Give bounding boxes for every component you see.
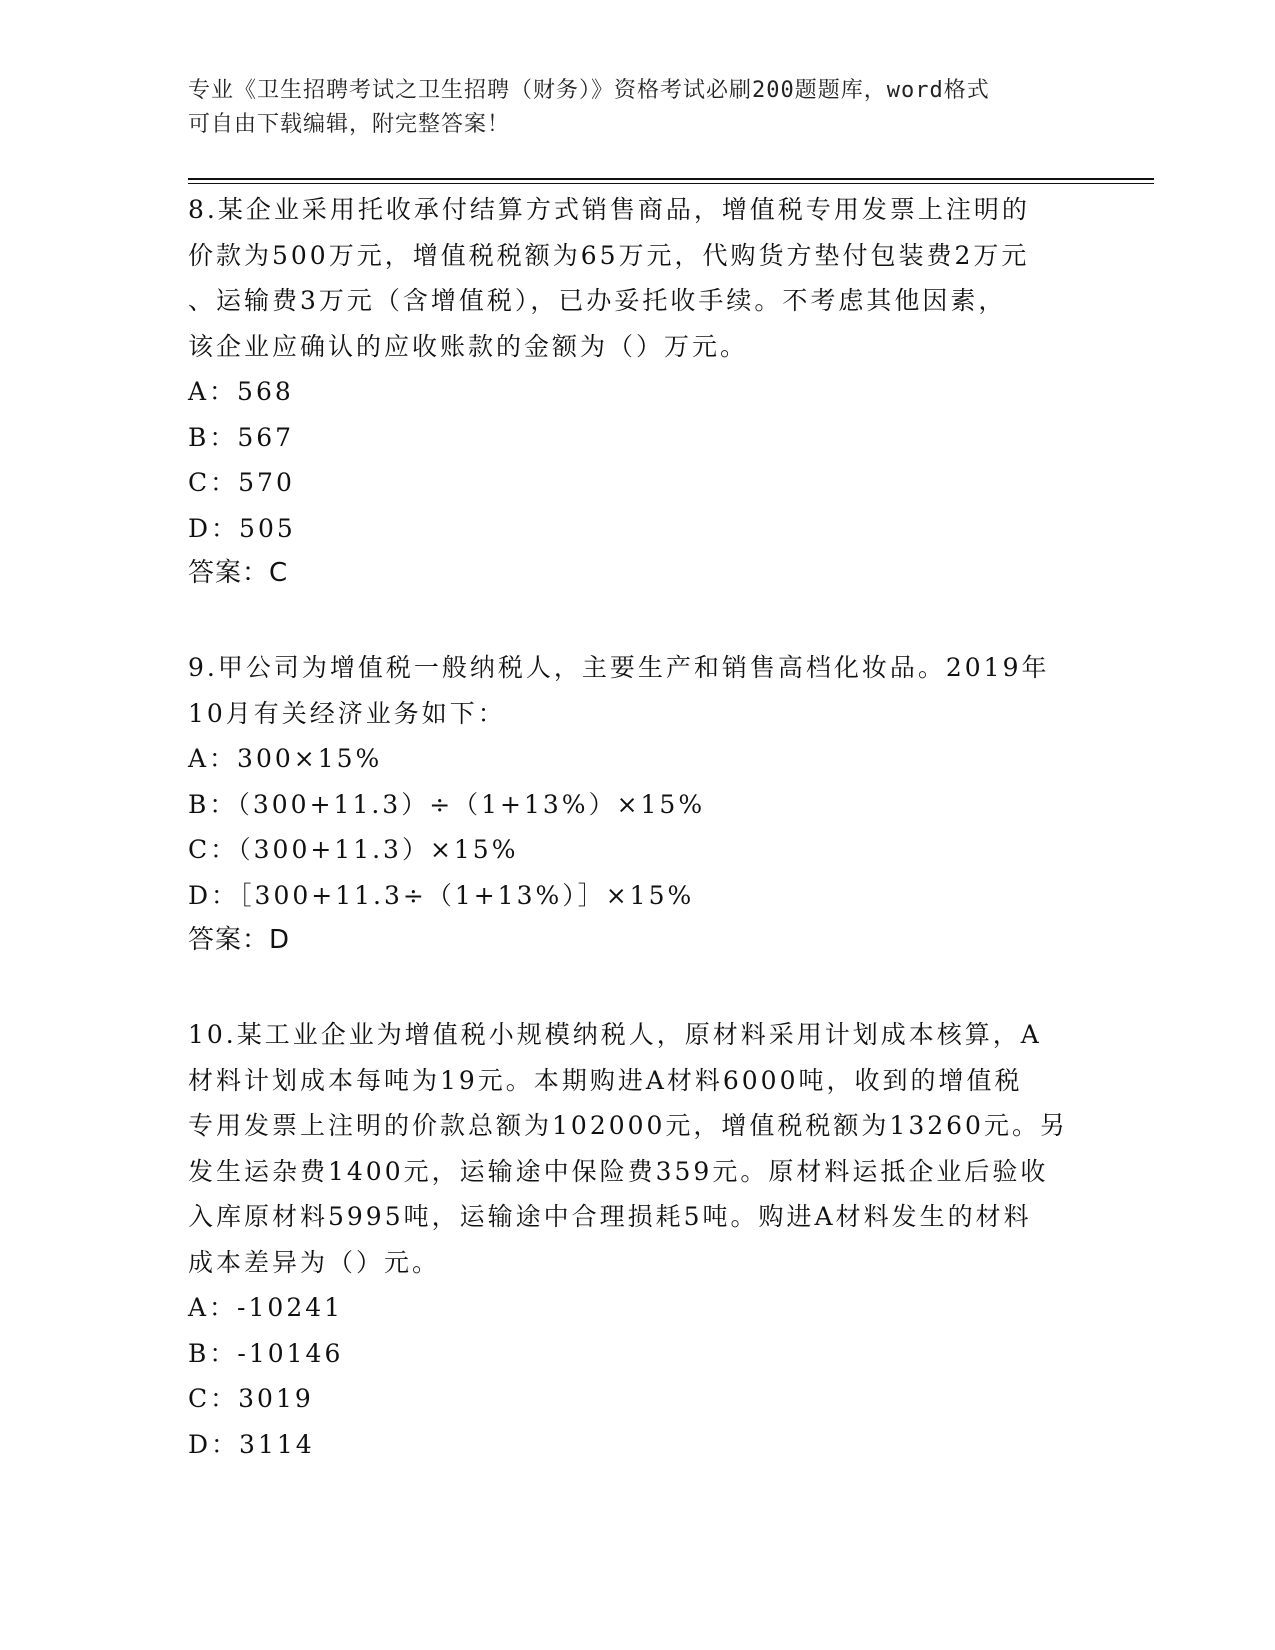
question-stem-line: 价款为500万元，增值税税额为65万元，代购货方垫付包装费2万元 [188, 240, 1030, 270]
option-d: D：3114 [188, 1429, 315, 1459]
question-8 [188, 187, 1088, 597]
question-stem-line: 成本差异为（）元。 [188, 1247, 441, 1277]
option-c: C：3019 [188, 1384, 314, 1413]
document-header [188, 74, 1068, 142]
option-a: A：300×15% [188, 744, 383, 773]
answer: 答案：D [188, 925, 291, 955]
answer: 答案：C [188, 558, 289, 588]
option-a: A：568 [188, 377, 294, 406]
question-stem-line: 该企业应确认的应收账款的金额为（）万元。 [188, 331, 749, 361]
question-stem-line: 10.某工业企业为增值税小规模纳税人，原材料采用计划成本核算，A [188, 1020, 1042, 1049]
option-d: D：505 [188, 513, 296, 543]
question-9 [188, 645, 1088, 964]
option-b: B：（300+11.3）÷（1+13%）×15% [188, 789, 706, 819]
question-stem-line: 10月有关经济业务如下： [188, 698, 506, 728]
question-stem-line: 、运输费3万元（含增值税），已办妥托收手续。不考虑其他因素， [188, 286, 1007, 315]
header-line-1: 专业《卫生招聘考试之卫生招聘（财务）》资格考试必刷200题题库，word格式 [188, 78, 990, 103]
option-d: D：［300+11.3÷（1+13%）］×15% [188, 880, 695, 910]
option-c: C：（300+11.3）×15% [188, 835, 519, 864]
question-stem-line: 发生运杂费1400元，运输途中保险费359元。原材料运抵企业后验收 [188, 1156, 1049, 1186]
question-10 [188, 1012, 1088, 1467]
header-line-2: 可自由下载编辑，附完整答案！ [188, 112, 511, 137]
question-stem-line: 入库原材料5995吨，运输途中合理损耗5吨。购进A材料发生的材料 [188, 1202, 1032, 1231]
question-stem-line: 9.甲公司为增值税一般纳税人，主要生产和销售高档化妆品。2019年 [188, 653, 1050, 682]
header-divider-thin [188, 183, 1154, 184]
option-c: C：570 [188, 468, 295, 497]
question-stem-line: 8.某企业采用托收承付结算方式销售商品，增值税专用发票上注明的 [188, 195, 1030, 224]
question-stem-line: 材料计划成本每吨为19元。本期购进A材料6000吨，收到的增值税 [188, 1065, 1023, 1095]
option-b: B：567 [188, 422, 295, 452]
option-b: B：-10146 [188, 1338, 344, 1368]
header-divider-thick [188, 178, 1154, 180]
question-stem-line: 专用发票上注明的价款总额为102000元，增值税税额为13260元。另 [188, 1111, 1068, 1140]
option-a: A：-10241 [188, 1293, 344, 1322]
